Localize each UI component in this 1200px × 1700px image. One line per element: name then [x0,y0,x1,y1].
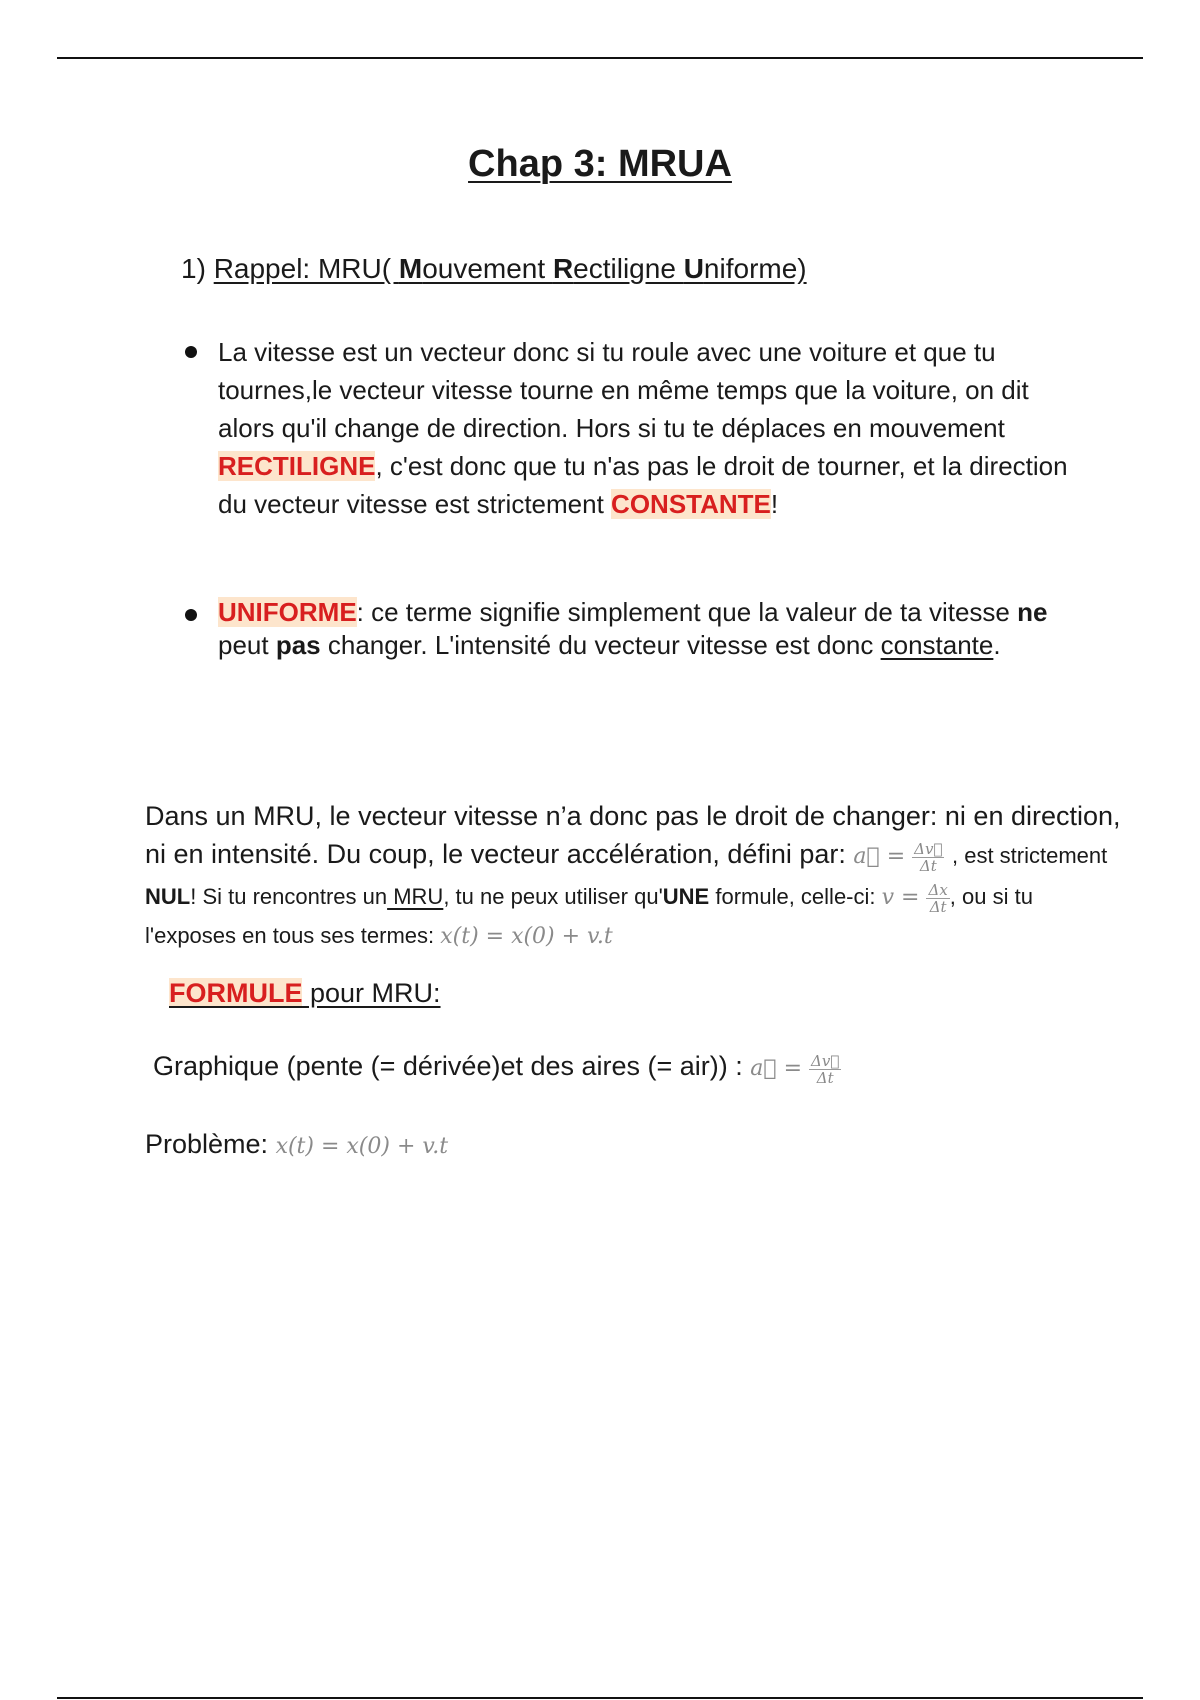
formula-position: x(t) = x(0) + v.t [440,923,613,949]
highlight-uniforme: UNIFORME [218,597,357,627]
formula-velocity: v = $\frac{\Delta x}{\Delta t}$ [881,880,948,916]
bullet-dot-icon [185,609,197,621]
formula-probleme: x(t) = x(0) + v.t [275,1134,449,1159]
probleme-line: Problème: x(t) = x(0) + v.t [145,1129,449,1159]
graphique-line: Graphique (pente (= dérivée)et des aires (= air)) : a⃗ = $\frac{\Delta v⃗}{\Delta t}$ [153,1051,840,1087]
bullet-dot-icon [185,346,197,358]
formula-graphique: a⃗ = $\frac{\Delta v⃗}{\Delta t}$ [750,1051,840,1087]
page-title: Chap 3: MRUA [468,143,732,185]
highlight-constante: CONSTANTE [611,489,771,519]
underlined-constante: constante [880,630,994,660]
section-title: Rappel: MRU( Mouvement Rectiligne Uniforme) [213,253,807,284]
bottom-rule [57,1697,1143,1699]
bullet-uniforme: UNIFORME: ce terme signifie simplement que la valeur de ta vitesse ne peut pas changer. L'intensité du vecteur vitesse est donc constante. [218,596,1078,662]
formula-acceleration: a⃗ = $\frac{\Delta v⃗}{\Delta t}$ [853,839,943,875]
formula-heading: FORMULE pour MRU: [169,978,441,1008]
top-rule [57,57,1143,59]
section-heading [181,253,807,285]
section-number: 1) [181,253,206,284]
highlight-rectiligne: RECTILIGNE [218,451,376,481]
mru-paragraph: Dans un MRU, le vecteur vitesse n’a donc pas le droit de changer: ni en direction, ni en intensité. Du coup, le vecteur accélération, défini par: a⃗ = $\frac{\Delta v⃗}{\Delta t}$ , est strictement NUL! Si tu rencontres un MRU, tu ne peux utiliser qu'UNE formule, celle-ci: v = $\frac{\Delta x}{\Delta t}$ , ou si tu l'exposes en tous ses termes: x(t) = x(0) + v.t [145,801,1121,949]
bullet-rectiligne: La vitesse est un vecteur donc si tu roule avec une voiture et que tu tournes,le vecteur vitesse tourne en même temps que la voiture, on dit alors qu'il change de direction. Hors si tu te déplaces en mouvement RECTILIGNE, c'est donc que tu n'as pas le droit de tourner, et la direction du vecteur vitesse est strictement CONSTANTE! [218,333,1078,523]
